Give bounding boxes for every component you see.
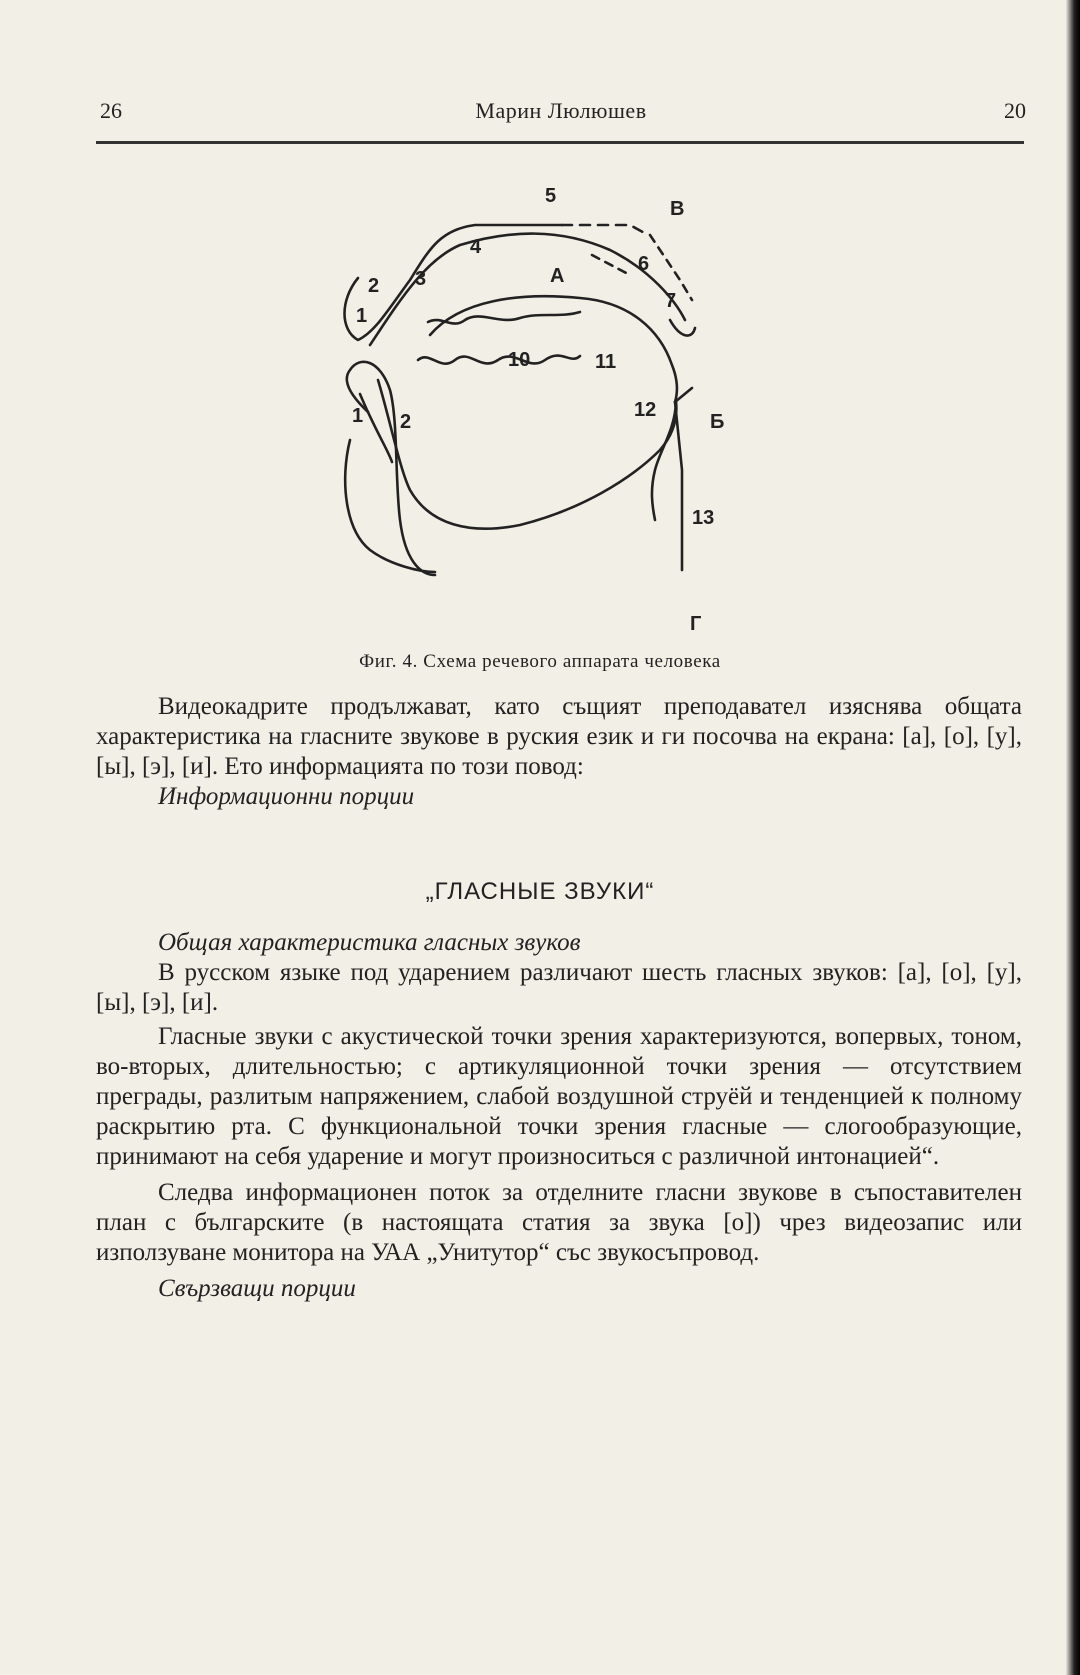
tongue-top (430, 296, 677, 402)
label-2-upper: 2 (368, 275, 380, 297)
speech-apparatus-diagram (330, 180, 770, 640)
subheading-general: Общая характеристика гласных звуков (158, 929, 581, 956)
label-g: Г (690, 613, 702, 635)
paragraph-vowels-characteristics: Гласные звуки с акустической точки зрения характеризуются, вопервых, тоном, во-вторых, длительностью; с артикуляционной точки зрения — отсутствием преграды, разлитым напряжением, слабой воздушной струёй и тенденцией к полному раскрытию рта. С функциональной точки зрения гласные — слогообразующие, принимают на себя ударение и могут произноситься с различной интонацией“. (96, 1023, 1022, 1170)
header-rule (96, 141, 1024, 144)
jaw-line (378, 380, 676, 529)
figure-caption: Фиг. 4. Схема речевого аппарата человека (359, 651, 721, 672)
label-7: 7 (665, 290, 677, 312)
throat-line-2 (675, 402, 682, 570)
paragraph-vowels-count: В русском языке под ударением различают шесть гласных звуков: [а], [о], [у], [ы], [э], [и]. (96, 959, 1022, 1016)
label-b: Б (710, 411, 725, 433)
uvula (670, 320, 695, 336)
label-13: 13 (692, 507, 715, 529)
running-head-author: Марин Люлюшев (475, 98, 647, 123)
paragraph-intro: Видеокадрите продължават, като същият преподавател изяснява общата характеристика на гласните звукове в руския език и ги посочва на екрана: [а], [о], [у], [ы], [э], [и]. Ето информацията по този повод: (96, 693, 1022, 780)
running-header (96, 98, 1026, 134)
heading-connecting-portions: Свързващи порции (158, 1275, 356, 1302)
main-block (96, 928, 1022, 1304)
label-1-upper: 1 (356, 305, 368, 327)
label-v: В (670, 198, 685, 220)
label-10: 10 (508, 349, 531, 371)
label-2-lower: 2 (400, 411, 412, 433)
page-number-left: 26 (100, 98, 122, 123)
label-5: 5 (545, 185, 557, 207)
label-a: А (550, 265, 565, 287)
tongue-wave-lower (418, 356, 580, 364)
label-11: 11 (595, 351, 617, 373)
section-title: „ГЛАСНЫЕ ЗВУКИ“ (425, 878, 655, 905)
label-1-lower: 1 (352, 405, 364, 427)
heading-informational-portions: Информационни порции (158, 783, 415, 810)
lip-inner (360, 394, 392, 462)
intro-block (96, 692, 1022, 812)
page-edge-shadow (1066, 0, 1080, 1675)
label-12: 12 (634, 399, 657, 421)
label-4: 4 (470, 236, 482, 258)
paragraph-info-stream: Следва информационен поток за отделните гласни звукове в съпоставителен план с българските (в настоящата статия за звука [о]) чрез видеозапис или използуване монитора на УАА „Унитутор“ със звукосъпровод. (96, 1179, 1022, 1266)
dashed-nasal (562, 225, 648, 235)
label-6: 6 (638, 253, 650, 275)
label-3: 3 (415, 268, 427, 290)
page-number-right: 20 (1004, 98, 1026, 123)
